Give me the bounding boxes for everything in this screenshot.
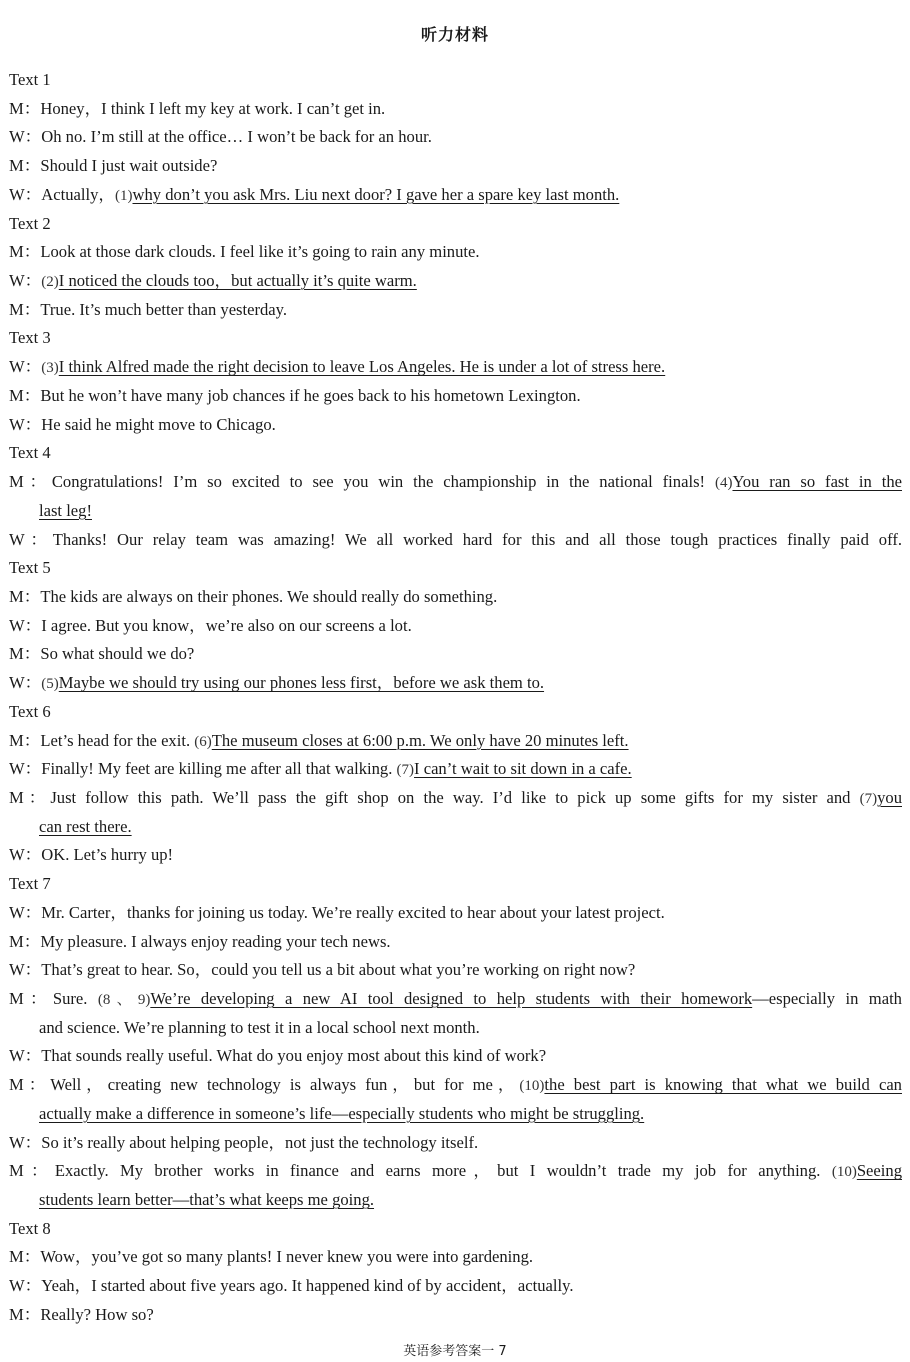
transcript-line xyxy=(9,1272,902,1301)
line-text: M：Well，creating new technology is always fun，but for me， xyxy=(9,1075,520,1095)
line-text: M：Wow，you’ve got so many plants! I never knew you were into gardening. xyxy=(9,1247,534,1267)
transcript-line xyxy=(9,66,902,95)
transcript-line xyxy=(9,956,902,985)
transcript-line xyxy=(9,727,902,756)
answer-text: you xyxy=(877,787,902,807)
line-text: W：I agree. But you know，we’re also on our screens a lot. xyxy=(9,615,412,635)
question-number: (5) xyxy=(41,676,59,693)
transcript-line xyxy=(9,267,902,296)
answer-text: I think Alfred made the right decision to leave Los Angeles. He is under a lot of stress here. xyxy=(58,357,666,377)
transcript-line xyxy=(9,813,902,842)
line-text: M：Congratulations! I’m so excited to see you win the championship in the national finals! xyxy=(9,472,715,492)
answer-text: You ran so fast in the xyxy=(732,472,902,492)
line-text: M：Just follow this path. We’ll pass the gift shop on the way. I’d like to pick up some gifts for my sister and xyxy=(9,787,860,807)
transcript-line xyxy=(9,296,902,325)
line-text: —especially in math xyxy=(752,989,902,1008)
line-text: W：Oh no. I’m still at the office… I won’t be back for an hour. xyxy=(9,127,432,147)
transcript-line xyxy=(9,698,902,727)
line-text: M：Let’s head for the exit. xyxy=(9,730,195,750)
transcript-line xyxy=(9,1243,902,1272)
line-text: W：OK. Let’s hurry up! xyxy=(9,845,174,865)
answer-text: I noticed the clouds too，but actually it’s quite warm. xyxy=(58,271,417,291)
line-text: Text 1 xyxy=(9,70,51,89)
line-text: M：Exactly. My brother works in finance and earns more，but I wouldn’t trade my job for anything. xyxy=(9,1161,832,1181)
transcript-line xyxy=(9,353,902,382)
transcript-line xyxy=(9,1301,902,1330)
transcript-line xyxy=(9,382,902,411)
transcript-line xyxy=(9,1042,902,1071)
line-text: Text 5 xyxy=(9,558,51,578)
line-text: Text 6 xyxy=(9,701,51,721)
line-text: Text 3 xyxy=(9,328,51,348)
transcript-line xyxy=(9,583,902,612)
page-title: 听力材料 xyxy=(420,25,489,44)
transcript-line xyxy=(9,870,902,899)
line-text: M：The kids are always on their phones. We should really do something. xyxy=(9,586,498,606)
transcript-line xyxy=(9,210,902,239)
line-text: W： xyxy=(9,673,42,693)
transcript-line xyxy=(9,985,902,1014)
transcript-line xyxy=(9,123,902,152)
answer-text: the best part is knowing that what we build can xyxy=(544,1075,902,1095)
question-number: (1) xyxy=(115,187,133,204)
transcript-line xyxy=(9,1186,902,1215)
transcript-line xyxy=(9,928,902,957)
answer-text: The museum closes at 6:00 p.m. We only have 20 minutes left. xyxy=(211,730,629,750)
answer-text: We’re developing a new AI tool designed to help students with their homework xyxy=(150,989,753,1008)
answer-text: can rest there. xyxy=(39,816,132,836)
transcript-line xyxy=(9,554,902,583)
answer-text: students learn better—that’s what keeps me going. xyxy=(39,1190,375,1210)
transcript-line xyxy=(9,899,902,928)
transcript-line xyxy=(9,468,902,497)
transcript-line xyxy=(9,612,902,641)
transcript-line xyxy=(9,669,902,698)
transcript xyxy=(9,66,902,1330)
transcript-line xyxy=(9,152,902,181)
transcript-line xyxy=(9,640,902,669)
line-text: Text 7 xyxy=(9,874,51,894)
answer-text: Seeing xyxy=(856,1161,902,1181)
line-text: M：True. It’s much better than yesterday. xyxy=(9,299,288,319)
line-text: M：My pleasure. I always enjoy reading your tech news. xyxy=(9,931,391,951)
transcript-line xyxy=(9,1014,902,1043)
page-footer: 英语参考答案一 7 xyxy=(403,1344,507,1359)
line-text: W：That sounds really useful. What do you enjoy most about this kind of work? xyxy=(9,1046,547,1066)
line-text: M：So what should we do? xyxy=(9,644,195,664)
line-text: W：Thanks! Our relay team was amazing! We all worked hard for this and all those tough practices finally paid off. xyxy=(9,529,902,549)
question-number: (6) xyxy=(194,733,212,750)
line-text: W：Actually， xyxy=(9,184,115,204)
transcript-line xyxy=(9,1129,902,1158)
line-text: W： xyxy=(9,271,42,291)
line-text: and science. We’re planning to test it in a local school next month. xyxy=(39,1017,480,1037)
question-number: (2) xyxy=(41,274,59,291)
line-text: M：Honey，I think I left my key at work. I can’t get in. xyxy=(9,98,386,118)
transcript-line xyxy=(9,1157,902,1186)
answer-text: last leg! xyxy=(39,500,92,520)
transcript-line xyxy=(9,181,902,210)
question-number: (10) xyxy=(831,1164,857,1181)
line-text: W：He said he might move to Chicago. xyxy=(9,414,276,434)
transcript-line xyxy=(9,1071,902,1100)
line-text: W： xyxy=(9,357,42,377)
transcript-line xyxy=(9,755,902,784)
line-text: M：Sure. xyxy=(9,989,98,1008)
line-text: M：Should I just wait outside? xyxy=(9,156,218,176)
transcript-line xyxy=(9,95,902,124)
answer-text: I can’t wait to sit down in a cafe. xyxy=(414,759,632,779)
question-number: (10) xyxy=(519,1078,545,1095)
transcript-line xyxy=(9,439,902,468)
answer-text: actually make a difference in someone’s life—especially students who might be struggling. xyxy=(39,1103,645,1123)
line-text: Text 4 xyxy=(9,443,51,463)
line-text: W：Mr. Carter，thanks for joining us today. We’re really excited to hear about your latest project. xyxy=(9,902,665,922)
line-text: W：That’s great to hear. So，could you tell us a bit about what you’re working on right now? xyxy=(9,960,636,980)
line-text: M：Really? How so? xyxy=(9,1304,154,1324)
transcript-line xyxy=(9,526,902,555)
question-number: (7) xyxy=(396,762,415,779)
line-text: M：But he won’t have many job chances if he goes back to his hometown Lexington. xyxy=(9,385,581,405)
transcript-line xyxy=(9,324,902,353)
question-number: (7) xyxy=(859,790,878,807)
answer-text: why don’t you ask Mrs. Liu next door? I gave her a spare key last month. xyxy=(132,184,620,204)
transcript-line xyxy=(9,411,902,440)
transcript-line xyxy=(9,238,902,267)
transcript-line xyxy=(9,497,902,526)
line-text: W：Finally! My feet are killing me after all that walking. xyxy=(9,759,397,779)
transcript-line xyxy=(9,1215,902,1244)
line-text: W：Yeah，I started about five years ago. It happened kind of by accident，actually. xyxy=(9,1276,574,1296)
question-number: (3) xyxy=(41,360,59,377)
transcript-line xyxy=(9,784,902,813)
line-text: M：Look at those dark clouds. I feel like it’s going to rain any minute. xyxy=(9,242,480,262)
line-text: W：So it’s really about helping people，not just the technology itself. xyxy=(9,1132,479,1152)
transcript-line xyxy=(9,841,902,870)
line-text: Text 8 xyxy=(9,1218,51,1238)
line-text: Text 2 xyxy=(9,213,51,233)
question-number: (4) xyxy=(714,475,733,492)
question-number: (8、9) xyxy=(97,992,151,1008)
transcript-line xyxy=(9,1100,902,1129)
answer-text: Maybe we should try using our phones less first，before we ask them to. xyxy=(58,673,545,693)
